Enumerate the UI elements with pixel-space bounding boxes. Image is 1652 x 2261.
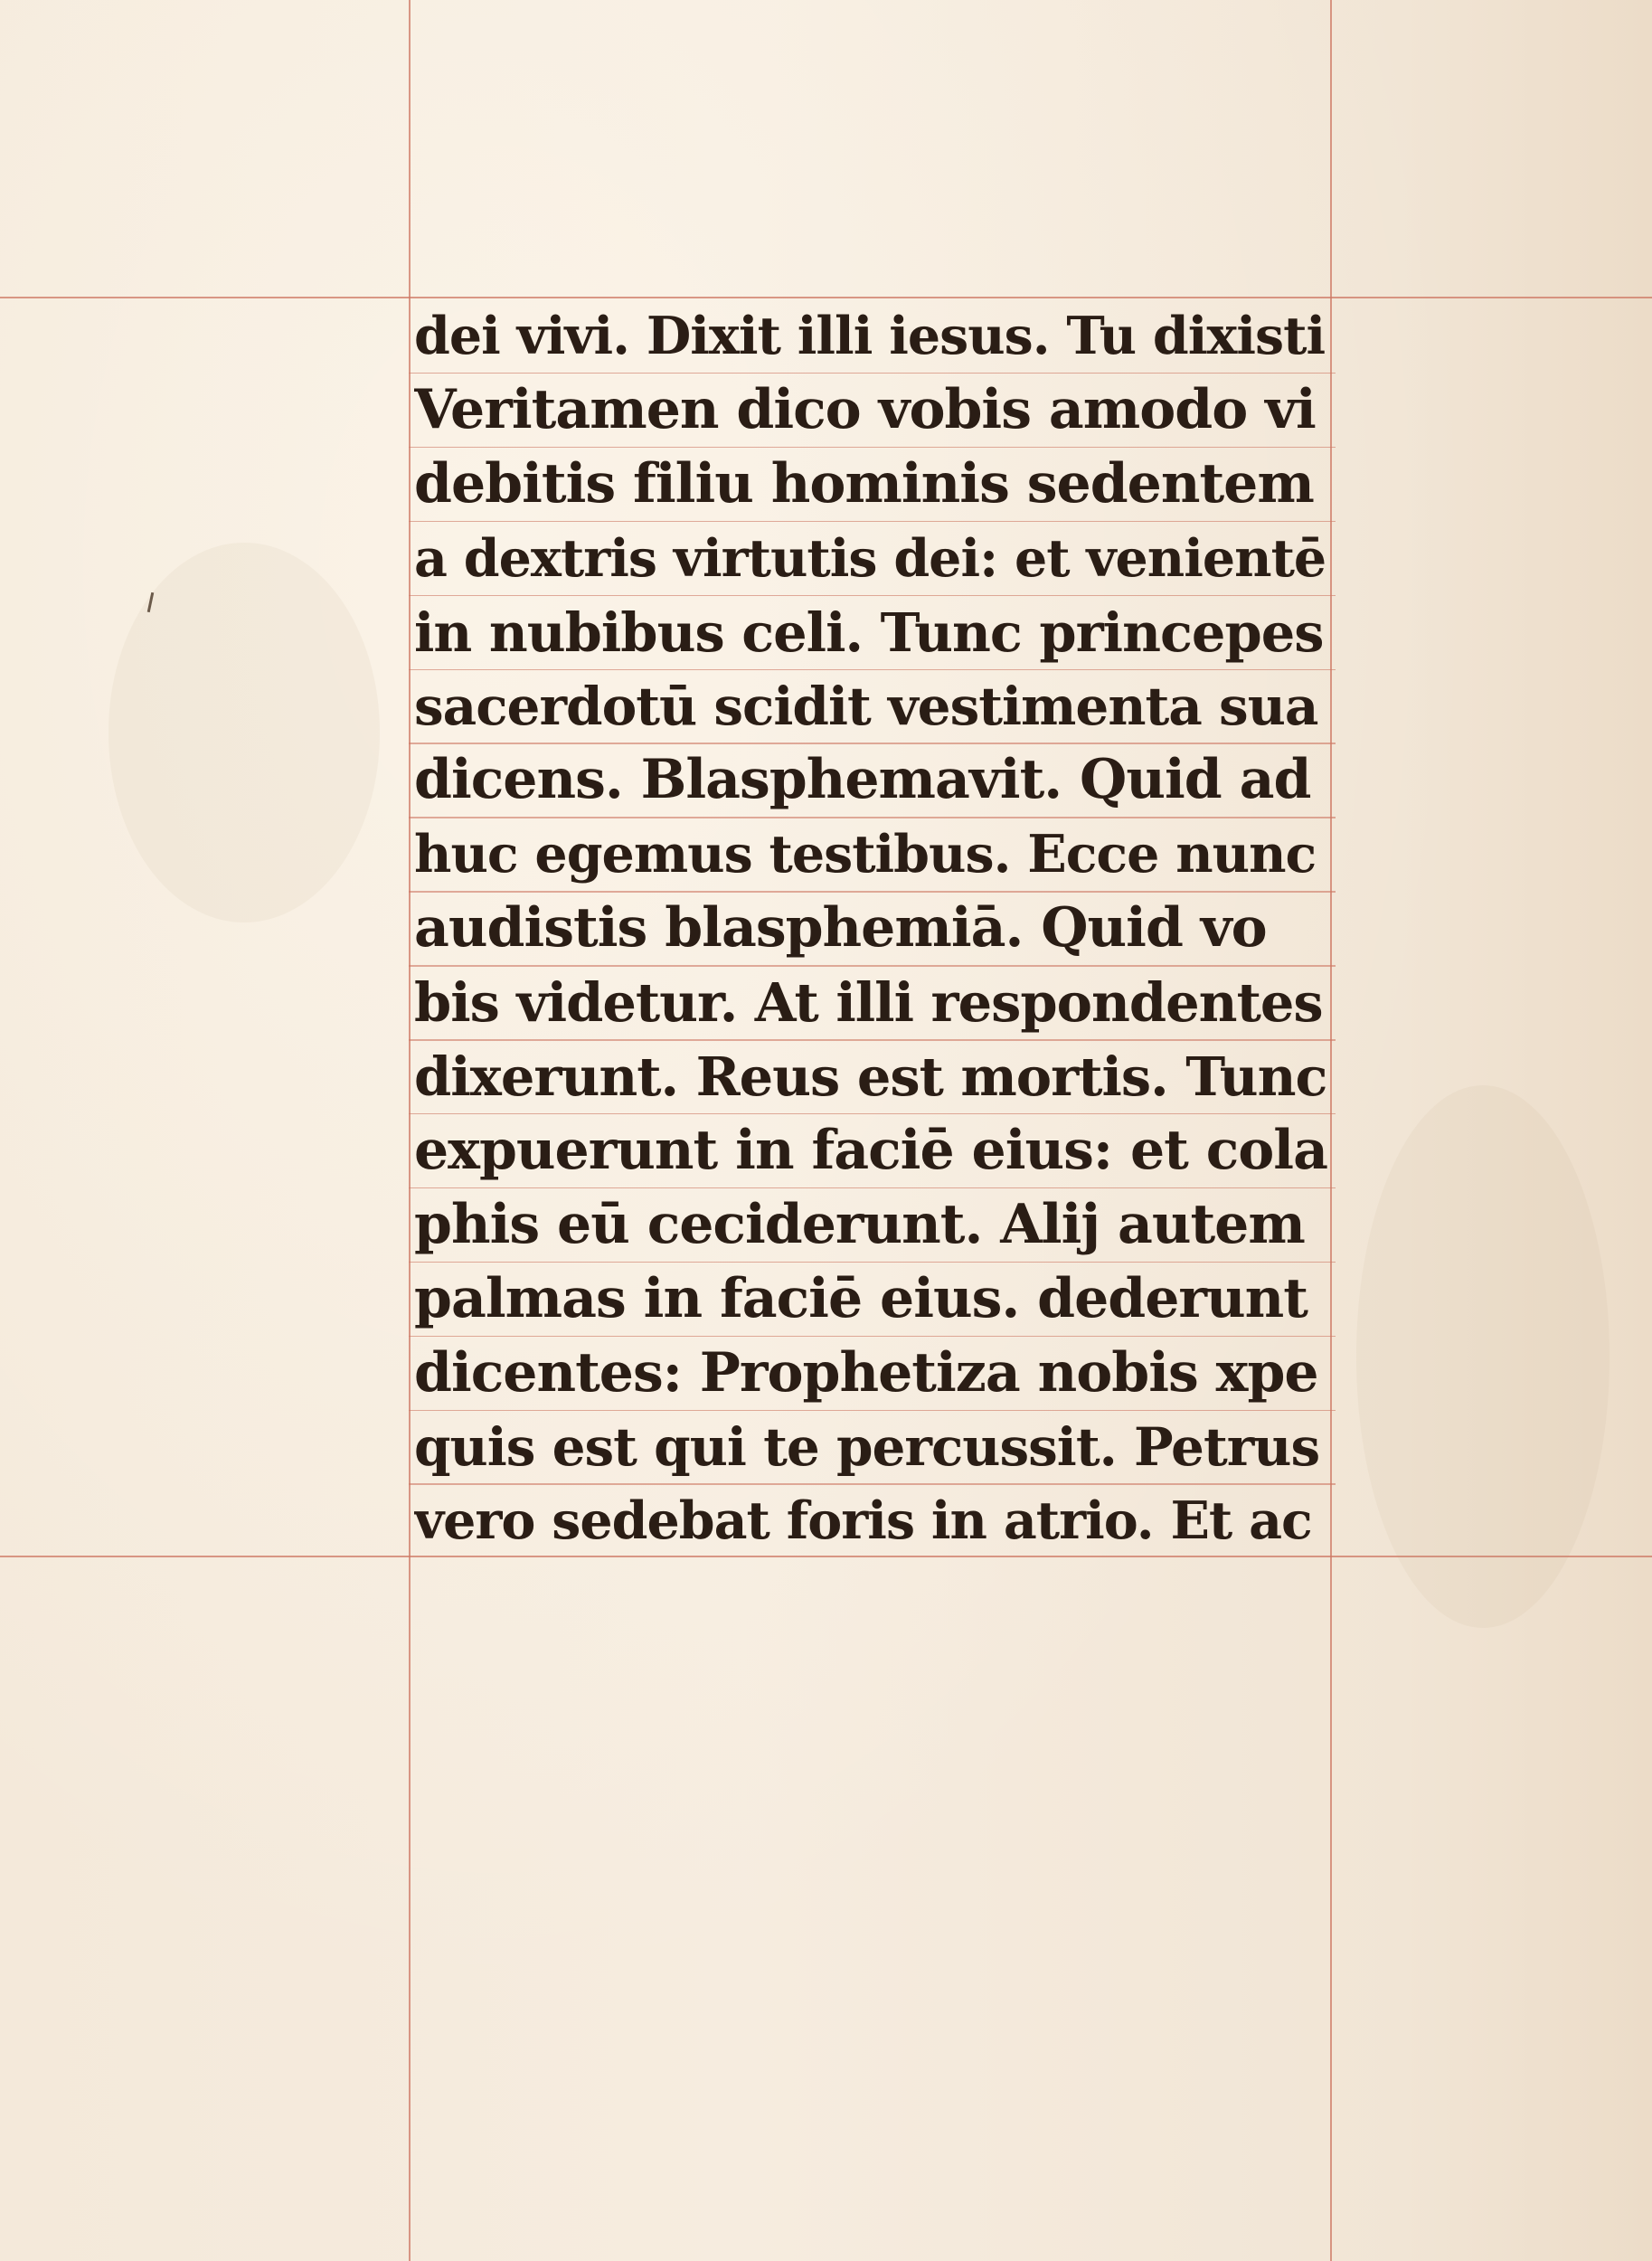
text-line-4: a dextris virtutis dei: et venientē <box>414 527 1326 589</box>
line-ruling <box>409 1410 1336 1412</box>
text-line-5: in nubibus celi. Tunc princepes <box>414 601 1324 664</box>
text-line-13: phis eū ceciderunt. Alij autem <box>414 1192 1305 1256</box>
text-line-12: expuerunt in faciē eius: et cola <box>414 1118 1327 1182</box>
line-ruling <box>409 1336 1336 1338</box>
text-line-17: vero sedebat foris in atrio. Et ac <box>414 1490 1312 1552</box>
parchment-stain <box>1356 1085 1610 1628</box>
line-ruling <box>409 1039 1336 1041</box>
text-line-14: palmas in faciē eius. dederunt <box>414 1266 1308 1330</box>
text-line-10: bis videtur. At illi respondentes <box>414 971 1323 1035</box>
text-block <box>409 297 1336 1556</box>
text-line-3: debitis filiu hominis sedentem <box>414 451 1314 516</box>
text-line-11: dixerunt. Reus est mortis. Tunc <box>414 1045 1327 1108</box>
line-ruling <box>409 1113 1336 1115</box>
line-ruling <box>409 521 1336 523</box>
text-line-16: quis est qui te percussit. Petrus <box>414 1415 1320 1478</box>
line-ruling <box>409 891 1336 893</box>
line-ruling <box>409 447 1336 449</box>
line-ruling <box>409 373 1336 374</box>
line-ruling <box>409 743 1336 744</box>
text-line-6: sacerdotū scidit vestimenta sua <box>414 675 1318 737</box>
line-ruling <box>409 965 1336 967</box>
text-line-1: dei vivi. Dixit illi iesus. Tu dixisti <box>414 306 1326 366</box>
line-ruling <box>409 1187 1336 1189</box>
text-line-8: huc egemus testibus. Ecce nunc <box>414 824 1317 885</box>
line-ruling <box>409 669 1336 671</box>
line-ruling <box>409 1262 1336 1263</box>
text-line-9: audistis blasphemiā. Quid vo <box>414 896 1267 960</box>
line-ruling <box>409 595 1336 597</box>
line-ruling <box>409 817 1336 818</box>
line-ruling <box>409 1483 1336 1485</box>
text-line-15: dicentes: Prophetiza nobis xpe <box>414 1340 1318 1405</box>
text-line-2: Veritamen dico vobis amodo vi <box>414 377 1316 441</box>
text-line-7: dicens. Blasphemavit. Quid ad <box>414 748 1311 812</box>
